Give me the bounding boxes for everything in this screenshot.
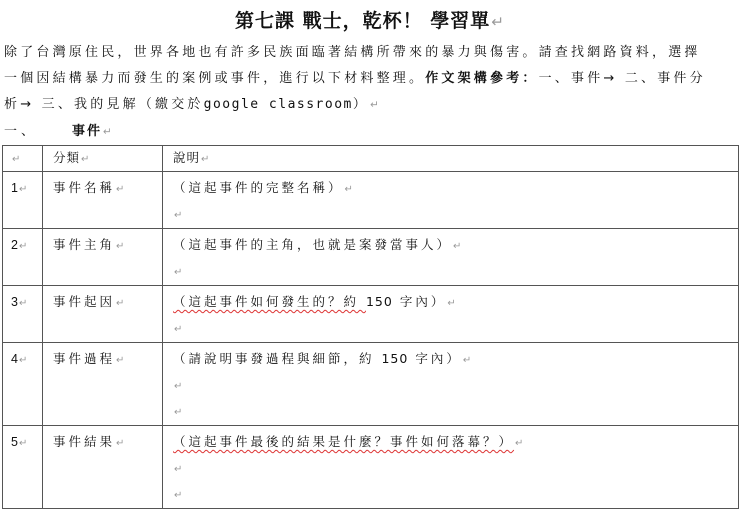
header-cell-category[interactable] xyxy=(43,146,163,172)
header-category-label: 分類 xyxy=(53,150,81,165)
paragraph-mark-icon: ↵ xyxy=(18,438,28,449)
google-classroom-text: google classroom xyxy=(203,97,353,112)
row-index-cell[interactable] xyxy=(3,172,43,229)
row-category: 事件過程 xyxy=(53,351,116,366)
paragraph-mark-icon: ↵ xyxy=(491,13,505,31)
row-category: 事件結果 xyxy=(53,434,116,449)
empty-line xyxy=(173,456,738,482)
empty-line xyxy=(173,202,738,228)
word-limit: 150 xyxy=(381,351,409,366)
table-row xyxy=(3,343,739,426)
paragraph-mark-icon: ↵ xyxy=(174,324,186,335)
paragraph-mark-icon: ↵ xyxy=(116,184,128,195)
header-cell-description[interactable] xyxy=(163,146,739,172)
row-index: 2 xyxy=(11,238,18,252)
row-category-cell[interactable] xyxy=(43,286,163,343)
paragraph-mark-icon: ↵ xyxy=(18,241,28,252)
worksheet-title xyxy=(0,6,740,33)
description-line xyxy=(173,290,738,316)
essay-structure-label: 作文架構參考： xyxy=(425,71,539,86)
row-description-cell[interactable] xyxy=(163,229,739,286)
intro-line-1: 除了台灣原住民，世界各地也有許多民族面臨著結構所帶來的暴力與傷害。請查找網路資料，選擇 xyxy=(4,45,701,60)
paragraph-mark-icon: ↵ xyxy=(18,355,28,366)
row-description-cell[interactable] xyxy=(163,343,739,426)
section-number: 一、 xyxy=(4,124,39,139)
paragraph-mark-icon: ↵ xyxy=(201,154,211,165)
row-description-post: 字內） xyxy=(392,294,447,309)
paragraph-mark-icon: ↵ xyxy=(453,241,465,252)
row-category-cell[interactable] xyxy=(43,426,163,509)
paragraph-mark-icon: ↵ xyxy=(344,184,356,195)
empty-line xyxy=(173,373,738,399)
paragraph-mark-icon: ↵ xyxy=(174,381,186,392)
empty-line xyxy=(173,482,738,508)
paragraph-mark-icon: ↵ xyxy=(447,298,459,309)
table-row xyxy=(3,229,739,286)
row-category: 事件名稱 xyxy=(53,180,116,195)
paragraph-mark-icon: ↵ xyxy=(370,99,382,111)
paragraph-mark-icon: ↵ xyxy=(174,490,186,501)
paragraph-mark-icon: ↵ xyxy=(174,210,186,221)
paragraph-mark-icon: ↵ xyxy=(116,438,128,449)
paragraph-mark-icon: ↵ xyxy=(116,298,128,309)
row-category-cell[interactable] xyxy=(43,343,163,426)
title-text: 第七課 戰士，乾杯！ 學習單 xyxy=(235,10,491,32)
empty-line xyxy=(173,259,738,285)
row-description-cell[interactable] xyxy=(163,286,739,343)
spellcheck-underline xyxy=(173,434,514,449)
description-line xyxy=(173,176,738,202)
row-description: （這起事件的主角，也就是案發當事人） xyxy=(173,237,453,252)
paragraph-mark-icon: ↵ xyxy=(18,298,28,309)
row-category: 事件主角 xyxy=(53,237,116,252)
paragraph-mark-icon: ↵ xyxy=(174,407,186,418)
row-description: （這起事件最後的結果是什麼？事件如何落幕？） xyxy=(173,434,515,449)
table-header-row xyxy=(3,146,739,172)
row-category-cell[interactable] xyxy=(43,172,163,229)
row-description-pre: （請說明事發過程與細節，約 xyxy=(173,351,382,366)
header-description-label: 說明 xyxy=(173,150,201,165)
description-line xyxy=(173,233,738,259)
intro-line-2-text: 一個因結構暴力而發生的案例或事件，進行以下材料整理。 xyxy=(4,71,426,86)
paragraph-mark-icon: ↵ xyxy=(174,267,186,278)
intro-line-3-text: 析→ 三、我的見解（繳交於 xyxy=(4,97,204,112)
row-description-pre: （這起事件如何發生的？約 xyxy=(173,294,366,309)
row-index-cell[interactable] xyxy=(3,343,43,426)
spellcheck-underline xyxy=(173,294,366,309)
section-heading-events xyxy=(4,120,112,139)
paragraph-mark-icon: ↵ xyxy=(174,464,186,475)
row-index: 5 xyxy=(11,435,18,449)
word-limit: 150 xyxy=(365,294,393,309)
intro-line-2-structure: 一、事件→ 二、事件分 xyxy=(538,71,706,86)
description-line xyxy=(173,347,738,373)
intro-line-3 xyxy=(4,92,738,118)
header-cell-index[interactable] xyxy=(3,146,43,172)
row-category: 事件起因 xyxy=(53,294,116,309)
paragraph-mark-icon: ↵ xyxy=(515,438,527,449)
paragraph-mark-icon: ↵ xyxy=(81,154,91,165)
paragraph-mark-icon: ↵ xyxy=(103,126,112,138)
row-category-cell[interactable] xyxy=(43,229,163,286)
paragraph-mark-icon: ↵ xyxy=(462,355,475,366)
description-line xyxy=(173,430,738,456)
row-description-post: 字內） xyxy=(408,351,462,366)
row-index: 4 xyxy=(11,352,18,366)
row-index-cell[interactable] xyxy=(3,426,43,509)
row-index: 3 xyxy=(11,295,18,309)
paragraph-mark-icon: ↵ xyxy=(18,184,28,195)
section-label: 事件 xyxy=(72,124,103,139)
intro-paragraph xyxy=(4,40,738,118)
table-row xyxy=(3,172,739,229)
intro-line-3-close: ） xyxy=(352,97,370,112)
table-row xyxy=(3,286,739,343)
row-index: 1 xyxy=(11,181,18,195)
empty-line xyxy=(173,316,738,342)
paragraph-mark-icon: ↵ xyxy=(12,154,22,165)
row-index-cell[interactable] xyxy=(3,286,43,343)
table-row xyxy=(3,426,739,509)
row-description: （這起事件的完整名稱） xyxy=(173,180,344,195)
row-description-cell[interactable] xyxy=(163,426,739,509)
paragraph-mark-icon: ↵ xyxy=(116,241,128,252)
events-table xyxy=(2,145,739,509)
row-index-cell[interactable] xyxy=(3,229,43,286)
paragraph-mark-icon: ↵ xyxy=(116,355,128,366)
intro-line-2 xyxy=(4,66,738,92)
empty-line xyxy=(173,399,738,425)
row-description-cell[interactable] xyxy=(163,172,739,229)
